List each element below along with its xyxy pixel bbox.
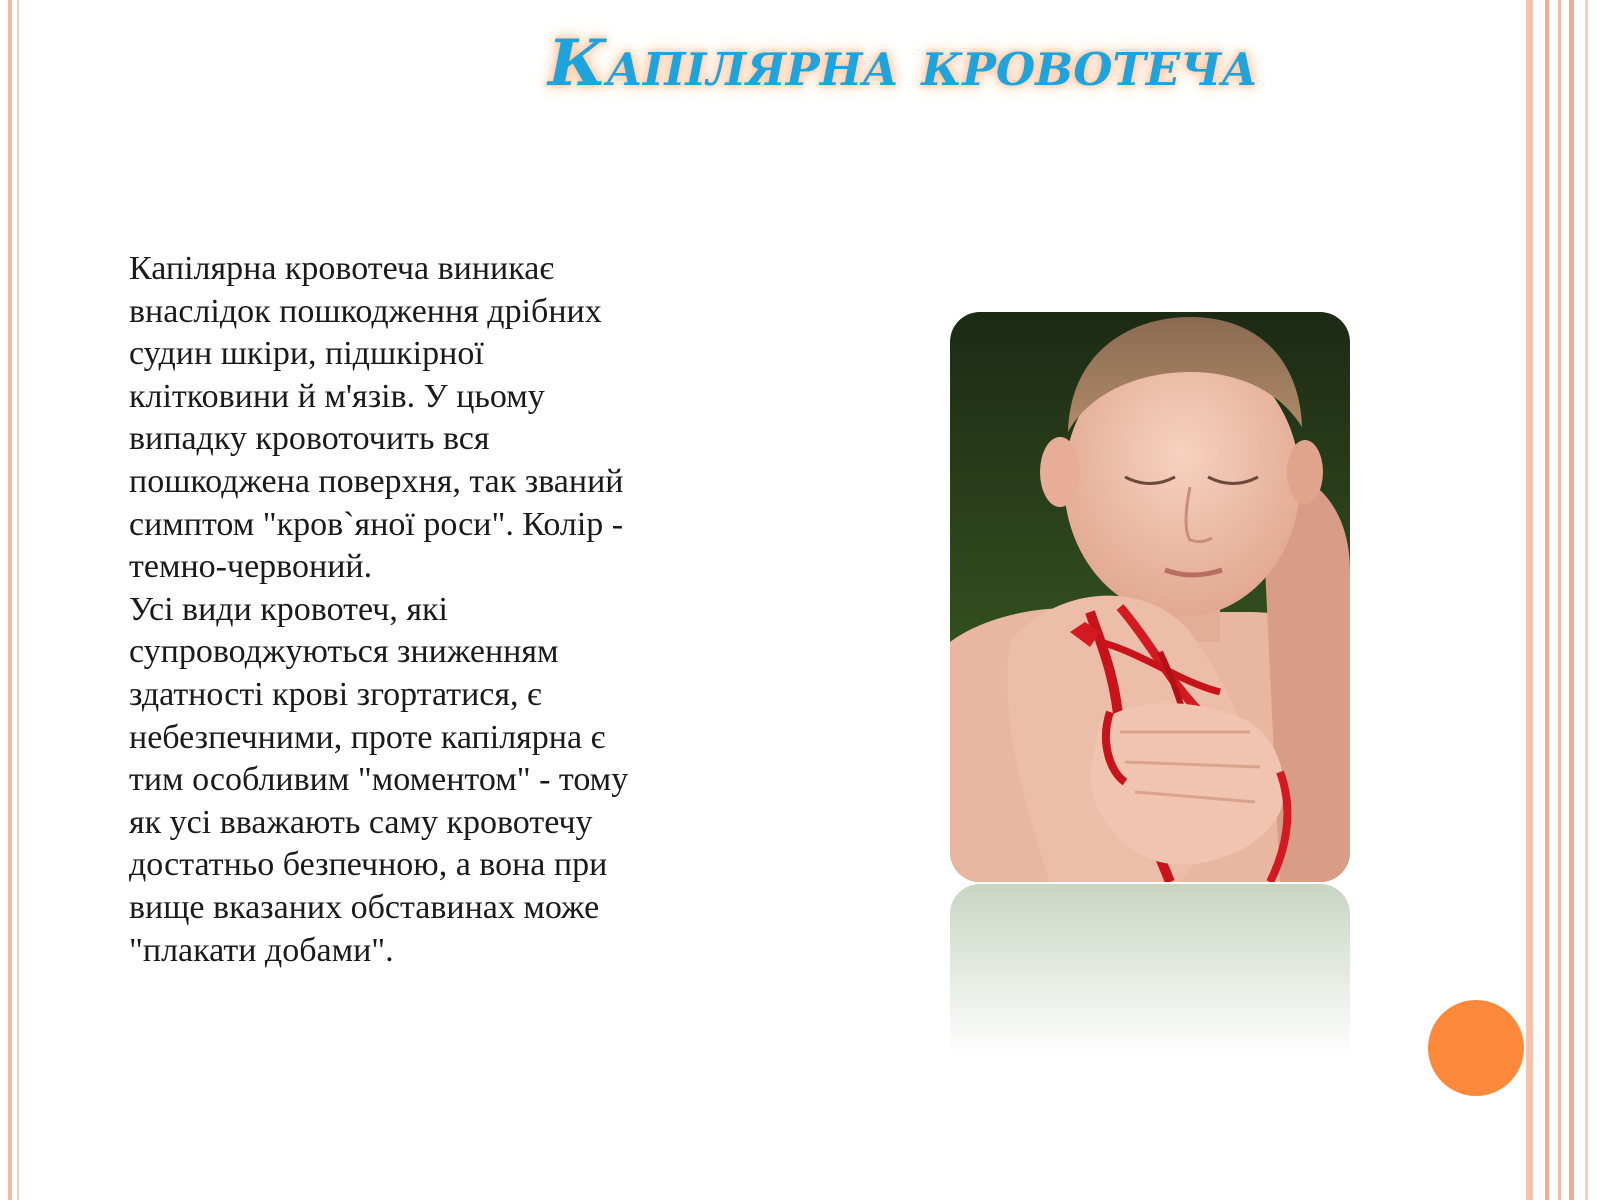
right-border-line — [1569, 0, 1574, 1200]
body-line: здатності крові згортатися, є — [129, 675, 542, 713]
right-border-line — [1558, 0, 1561, 1200]
body-line: Усі види кровотеч, які — [129, 590, 448, 628]
orange-circle-decoration — [1428, 1000, 1524, 1096]
reflection-fade — [950, 884, 1350, 1054]
body-line: випадку кровоточить вся — [129, 420, 490, 458]
photo-frame — [950, 312, 1350, 882]
body-line: внаслідок пошкодження дрібних — [129, 292, 602, 330]
body-line: Капілярна кровотеча виникає — [129, 250, 554, 287]
right-border-line — [1545, 0, 1549, 1200]
right-border-line — [1585, 0, 1588, 1200]
slide-title: Капілярна кровотеча — [548, 26, 1258, 101]
right-border-line — [1526, 0, 1533, 1200]
body-line: темно-червоний. — [129, 548, 373, 586]
body-line: супроводжуються зниженням — [129, 633, 559, 671]
body-line: "плакати добами". — [129, 931, 394, 969]
photo-boy-with-bleeding-arm — [950, 312, 1350, 882]
photo-reflection — [950, 884, 1350, 1054]
body-line: клітковини й м'язів. У цьому — [129, 377, 545, 415]
body-line: як усі вважають саму кровотечу — [129, 803, 593, 841]
body-line: достатньо безпечною, а вона при — [129, 846, 608, 884]
left-border-line-inner — [17, 0, 19, 1200]
left-border-line — [8, 0, 12, 1200]
slide-body-text — [129, 248, 769, 972]
body-line: судин шкіри, підшкірної — [129, 335, 484, 373]
body-line: небезпечними, проте капілярна є — [129, 718, 606, 756]
body-line: симптом "кров`яної роси". Колір - — [129, 505, 624, 543]
body-line: пошкоджена поверхня, так званий — [129, 462, 624, 500]
body-line: тим особливим "моментом" - тому — [129, 761, 629, 799]
body-line: вище вказаних обставинах може — [129, 888, 600, 926]
